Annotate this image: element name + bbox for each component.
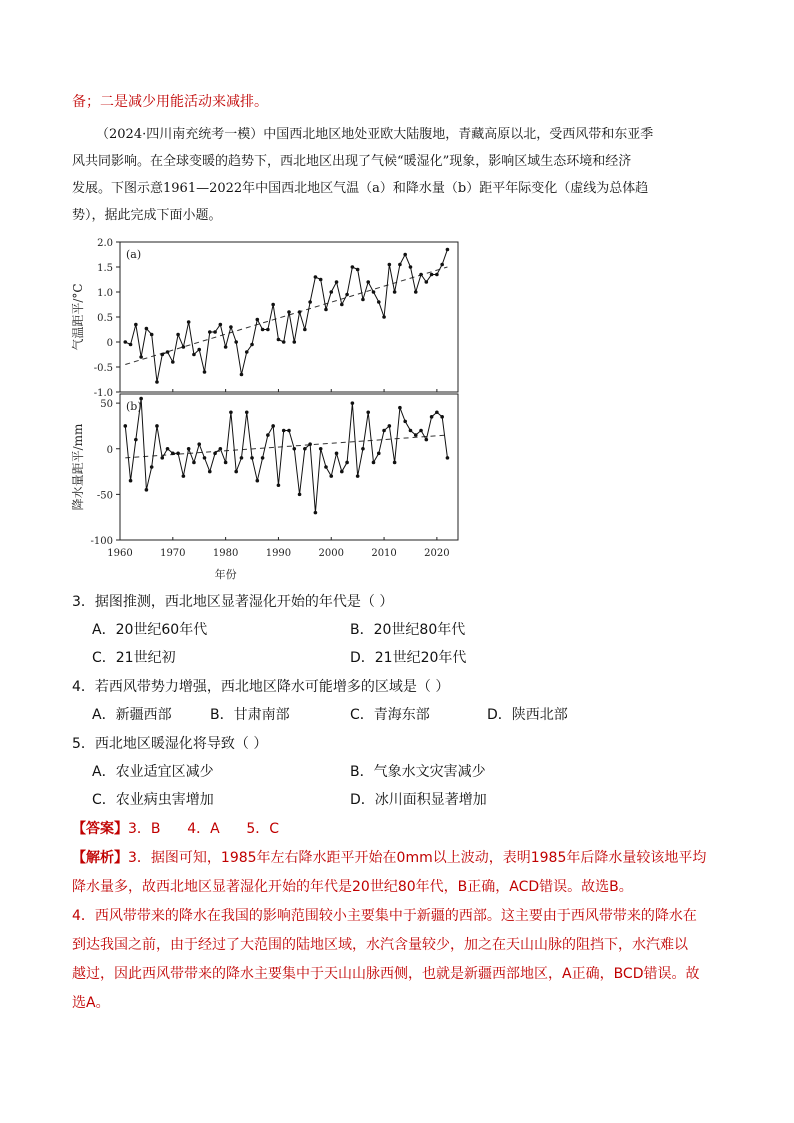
data-point: [340, 470, 344, 474]
data-point: [155, 424, 159, 428]
data-point: [182, 474, 186, 478]
data-point: [303, 328, 307, 332]
data-point: [388, 424, 392, 428]
data-point: [219, 323, 223, 327]
data-point: [361, 447, 365, 451]
data-point: [329, 474, 333, 478]
data-point: [366, 410, 370, 414]
data-point: [372, 290, 376, 294]
data-point: [123, 424, 127, 428]
x-tick-label: 1990: [265, 548, 292, 559]
data-point: [176, 333, 180, 337]
data-point: [256, 479, 260, 483]
data-point: [382, 429, 386, 433]
data-point: [446, 456, 450, 460]
panel-label: (a): [126, 248, 142, 261]
data-point: [440, 415, 444, 419]
data-point: [197, 442, 201, 446]
data-point: [192, 461, 196, 465]
data-point: [372, 461, 376, 465]
temperature-panel: [70, 238, 458, 399]
data-point: [245, 350, 249, 354]
panel-label: (b): [126, 400, 142, 413]
analysis-line-1: [72, 848, 706, 868]
data-point: [160, 353, 164, 357]
x-tick-label: 2010: [371, 548, 397, 559]
plot-frame: [120, 242, 458, 392]
data-point: [224, 345, 228, 349]
data-point: [314, 511, 318, 515]
data-point: [403, 253, 407, 257]
data-point: [129, 479, 133, 483]
data-point: [203, 456, 207, 460]
data-point: [425, 280, 429, 284]
data-point: [292, 447, 296, 451]
data-point: [393, 290, 397, 294]
data-point: [277, 483, 281, 487]
answer-row: [72, 819, 279, 839]
data-point: [292, 340, 296, 344]
q4-option-a[interactable]: A．新疆西部: [92, 707, 172, 723]
data-point: [351, 401, 355, 405]
y-tick-label: 1.0: [97, 288, 113, 299]
data-point: [213, 452, 217, 456]
x-tick-label: 1960: [107, 548, 133, 559]
data-point: [282, 429, 286, 433]
data-point: [234, 470, 238, 474]
data-point: [166, 350, 170, 354]
data-point: [145, 327, 149, 331]
q3-option-d[interactable]: D．21世纪20年代: [350, 650, 467, 666]
data-point: [435, 410, 439, 414]
data-point: [155, 380, 159, 384]
series-line: [125, 399, 447, 513]
data-point: [208, 470, 212, 474]
data-point: [382, 315, 386, 319]
data-point: [271, 424, 275, 428]
data-point: [287, 310, 291, 314]
intro-line-4: 势），据此完成下面小题。: [72, 208, 222, 223]
intro-line-2: 风共同影响。在全球变暖的趋势下，西北地区出现了气候“暖湿化”现象，影响区域生态环境和经济: [72, 154, 632, 169]
y-axis-label: 降水量距平/mm: [71, 423, 85, 511]
data-point: [419, 273, 423, 277]
data-point: [366, 280, 370, 284]
y-tick-label: 2.0: [97, 238, 113, 249]
data-point: [345, 293, 349, 297]
data-point: [377, 300, 381, 304]
data-point: [409, 429, 413, 433]
data-point: [187, 447, 191, 451]
data-point: [139, 355, 143, 359]
y-tick-label: -1.0: [93, 388, 113, 399]
data-point: [176, 452, 180, 456]
data-point: [335, 452, 339, 456]
data-point: [240, 456, 244, 460]
analysis-line-5: 越过，因此西风带带来的降水主要集中于天山山脉西侧，也就是新疆西部地区，A正确，BCD错误。故: [72, 966, 700, 982]
data-point: [324, 308, 328, 312]
data-point: [171, 452, 175, 456]
x-tick-label: 1980: [212, 548, 239, 559]
data-point: [150, 333, 154, 337]
data-point: [129, 343, 133, 347]
answer-values: 3．B 4．A 5．C: [128, 821, 280, 837]
intro-line-3: 发展。下图示意1961—2022年中国西北地区气温（a）和降水量（b）距平年际变化（虚线为总体趋: [72, 181, 649, 196]
data-point: [208, 330, 212, 334]
data-point: [240, 373, 244, 377]
data-point: [271, 303, 275, 307]
data-point: [430, 273, 434, 277]
data-point: [182, 345, 186, 349]
data-point: [256, 318, 260, 322]
data-point: [440, 263, 444, 267]
q5-option-d[interactable]: D．冰川面积显著增加: [350, 792, 487, 808]
q3-option-a[interactable]: A．20世纪60年代: [92, 622, 208, 638]
y-tick-label: -50: [96, 490, 113, 502]
data-point: [282, 340, 286, 344]
data-point: [335, 280, 339, 284]
data-point: [329, 290, 333, 294]
x-tick-label: 2000: [318, 548, 344, 559]
q5-option-b[interactable]: B．气象水文灾害减少: [350, 764, 486, 780]
data-point: [361, 298, 365, 302]
data-point: [345, 461, 349, 465]
analysis-line-6: 选A。: [72, 995, 110, 1011]
data-point: [277, 338, 281, 342]
x-tick-label: 1970: [160, 548, 186, 559]
q3-option-c[interactable]: C．21世纪初: [92, 650, 176, 666]
climate-anomaly-chart: [70, 232, 470, 584]
analysis-text-1: 3．据图可知，1985年左右降水距平开始在0mm以上波动，表明1985年后降水量较该地平均: [128, 850, 707, 866]
data-point: [166, 447, 170, 451]
q4-option-d[interactable]: D．陕西北部: [487, 707, 568, 723]
y-tick-label: 0: [106, 444, 113, 456]
data-point: [414, 290, 418, 294]
q5-option-a[interactable]: A．农业适宜区减少: [92, 764, 214, 780]
data-point: [425, 438, 429, 442]
q4-option-b[interactable]: B．甘肃南部: [210, 707, 290, 723]
y-tick-label: 1.5: [97, 263, 113, 274]
data-point: [340, 303, 344, 307]
data-point: [388, 263, 392, 267]
data-point: [234, 340, 238, 344]
data-point: [303, 447, 307, 451]
y-axis-label: 气温距平/°C: [71, 283, 85, 351]
data-point: [314, 275, 318, 279]
data-point: [308, 442, 312, 446]
analysis-line-4: 到达我国之前，由于经过了大范围的陆地区域，水汽含量较少，加之在天山山脉的阻挡下，水汽难以: [72, 937, 688, 953]
data-point: [430, 415, 434, 419]
data-point: [298, 493, 302, 497]
analysis-line-3: 4．西风带带来的降水在我国的影响范围较小主要集中于新疆的西部。这主要由于西风带带来的降水在: [72, 908, 697, 924]
question-5-stem: 5．西北地区暖湿化将导致（ ）: [72, 736, 268, 752]
data-point: [398, 406, 402, 410]
data-point: [123, 340, 127, 344]
question-4-stem: 4．若西风带势力增强，西北地区降水可能增多的区域是（ ）: [72, 679, 450, 695]
y-tick-label: -0.5: [93, 363, 113, 374]
data-point: [197, 348, 201, 352]
data-point: [250, 456, 254, 460]
intro-line-1: （2024·四川南充统考一模）中国西北地区地处亚欧大陆腹地，青藏高原以北，受西风带和东亚季: [96, 127, 654, 142]
data-point: [351, 265, 355, 269]
data-point: [250, 343, 254, 347]
y-tick-label: -100: [90, 536, 113, 547]
data-point: [266, 433, 270, 437]
q3-option-b[interactable]: B．20世纪80年代: [350, 622, 466, 638]
plot-frame: [120, 394, 458, 540]
x-tick-label: 2020: [424, 548, 450, 559]
y-tick-label: 0: [106, 338, 113, 349]
y-tick-label: 0.5: [97, 313, 113, 324]
precipitation-panel: [70, 394, 458, 581]
data-point: [414, 433, 418, 437]
data-point: [377, 452, 381, 456]
data-point: [287, 429, 291, 433]
data-point: [393, 461, 397, 465]
data-point: [409, 265, 413, 269]
data-point: [356, 268, 360, 272]
analysis-tag: 【解析】: [72, 850, 128, 866]
data-point: [187, 320, 191, 324]
data-point: [213, 330, 217, 334]
data-point: [245, 410, 249, 414]
data-point: [319, 278, 323, 282]
data-point: [403, 420, 407, 424]
data-point: [261, 456, 265, 460]
data-point: [398, 263, 402, 267]
trend-line: [125, 267, 447, 365]
data-point: [298, 310, 302, 314]
data-point: [229, 325, 233, 329]
data-point: [134, 323, 138, 327]
q5-option-c[interactable]: C．农业病虫害增加: [92, 792, 214, 808]
data-point: [134, 438, 138, 442]
prev-answer-tail: 备；二是减少用能活动来减排。: [72, 94, 268, 110]
data-point: [435, 273, 439, 277]
data-point: [224, 461, 228, 465]
question-3-stem: 3．据图推测，西北地区显著湿化开始的年代是（ ）: [72, 594, 394, 610]
data-point: [324, 465, 328, 469]
data-point: [266, 328, 270, 332]
data-point: [261, 328, 265, 332]
y-tick-label: 50: [100, 399, 113, 411]
data-point: [160, 456, 164, 460]
data-point: [150, 465, 154, 469]
data-point: [356, 474, 360, 478]
data-point: [203, 370, 207, 374]
data-point: [219, 447, 223, 451]
data-point: [139, 397, 143, 401]
data-point: [171, 360, 175, 364]
data-point: [419, 429, 423, 433]
answer-tag: 【答案】: [72, 821, 128, 837]
data-point: [319, 447, 323, 451]
data-point: [192, 353, 196, 357]
x-axis-label: 年份: [214, 568, 237, 581]
q4-option-c[interactable]: C．青海东部: [350, 707, 430, 723]
data-point: [229, 410, 233, 414]
data-point: [308, 300, 312, 304]
data-point: [145, 488, 149, 492]
analysis-line-2: 降水量多，故西北地区显著湿化开始的年代是20世纪80年代，B正确，ACD错误。故选B。: [72, 879, 633, 895]
data-point: [446, 248, 450, 252]
